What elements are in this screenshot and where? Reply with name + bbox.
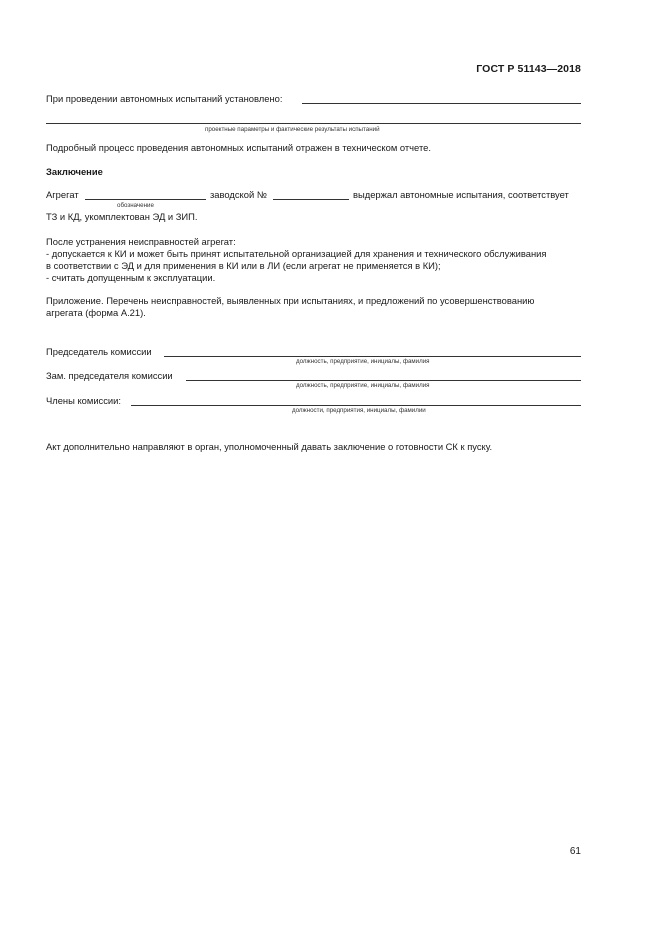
completeness-text: ТЗ и КД, укомплектован ЭД и ЗИП. [46, 211, 198, 222]
factory-number-fill-line [273, 199, 349, 200]
after-repair-line-2: - допускается к КИ и может быть принят испытательной организацией для хранения и технического обслуживания [46, 248, 547, 259]
chairman-label: Председатель комиссии [46, 346, 152, 357]
deputy-chairman-fill-line [186, 380, 581, 381]
chairman-caption: должность, предприятие, инициалы, фамилия [296, 358, 430, 365]
final-text: Акт дополнительно направляют в орган, уполномоченный давать заключение о готовности СК к пуску. [46, 441, 493, 452]
members-fill-line [131, 405, 581, 406]
passed-text: выдержал автономные испытания, соответствует [353, 189, 569, 200]
process-text: Подробный процесс проведения автономных испытаний отражен в техническом отчете. [46, 142, 431, 153]
members-label: Члены комиссии: [46, 395, 122, 406]
appendix-line-1: Приложение. Перечень неисправностей, выявленных при испытаниях, и предложений по усовершенствованию [46, 295, 535, 306]
results-caption: проектные параметры и фактические результаты испытаний [205, 126, 380, 133]
chairman-fill-line [164, 356, 581, 357]
after-repair-line-4: - считать допущенным к эксплуатации. [46, 272, 216, 283]
after-repair-line-1: После устранения неисправностей агрегат: [46, 236, 236, 247]
designation-fill-line [85, 199, 206, 200]
page-number: 61 [569, 846, 581, 857]
document-code: ГОСТ Р 51143—2018 [476, 63, 581, 75]
designation-caption: обозначение [117, 202, 154, 209]
intro-label: При проведении автономных испытаний установлено: [46, 93, 283, 104]
unit-label: Агрегат [46, 189, 79, 200]
members-caption: должности, предприятия, инициалы, фамилии [292, 407, 426, 414]
after-repair-line-3: в соответствии с ЭД и для применения в КИ или в ЛИ (если агрегат не применяется в КИ); [46, 260, 441, 271]
intro-fill-line [302, 103, 581, 104]
factory-number-label: заводской № [210, 189, 267, 200]
results-fill-line [46, 123, 581, 124]
deputy-chairman-label: Зам. председателя комиссии [46, 370, 173, 381]
conclusion-heading: Заключение [46, 166, 103, 177]
deputy-chairman-caption: должность, предприятие, инициалы, фамилия [296, 382, 430, 389]
appendix-line-2: агрегата (форма А.21). [46, 307, 146, 318]
